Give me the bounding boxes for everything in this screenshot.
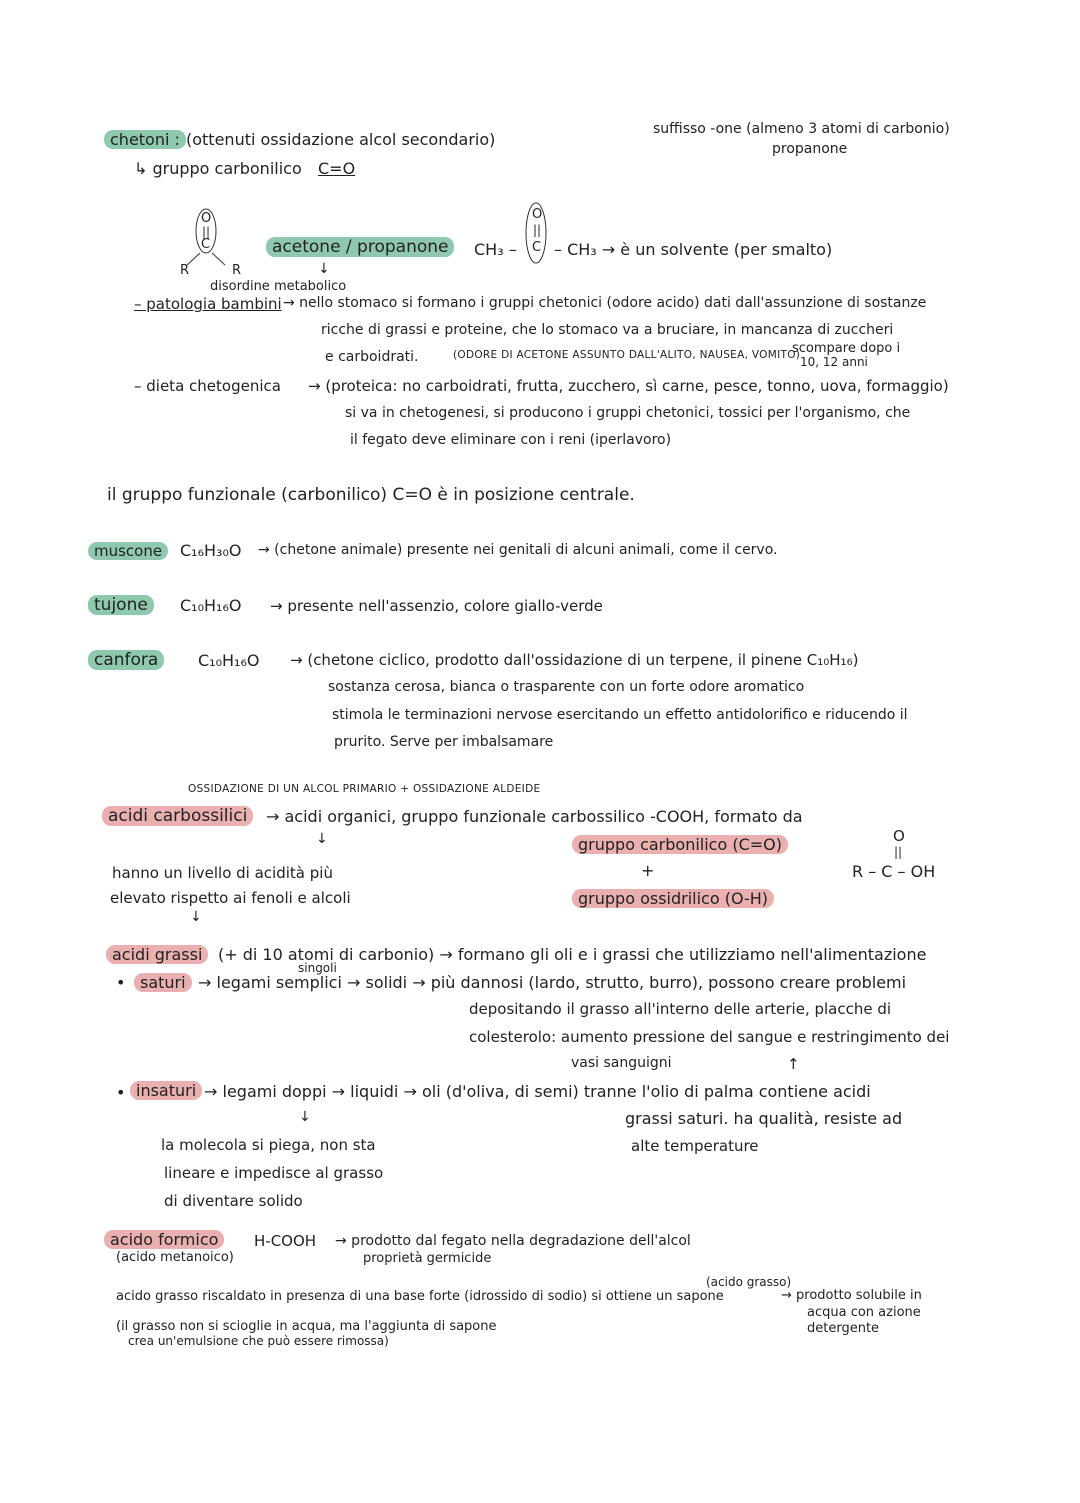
compound-muscone-formula: C₁₆H₃₀O xyxy=(180,541,242,560)
acetone-carbon: C xyxy=(532,240,542,255)
acidity-line2: elevato rispetto ai fenoli e alcoli xyxy=(110,889,351,907)
oxidation-note: OSSIDAZIONE DI UN ALCOL PRIMARIO + OSSIDAZIONE ALDEIDE xyxy=(188,783,541,795)
molecule-line2: lineare e impedisce al grasso xyxy=(164,1164,384,1182)
insaturi-label: insaturi xyxy=(130,1082,202,1100)
struct-oxygen: O xyxy=(201,211,212,226)
struct-double-bond: || xyxy=(202,225,211,239)
chetoni-term: chetoni : xyxy=(104,131,186,149)
pathology-label: – patologia bambini xyxy=(134,295,282,313)
plus-sign: + xyxy=(641,861,655,880)
soap-right3: detergente xyxy=(807,1321,880,1336)
formic-acid-term: acido formico xyxy=(104,1231,224,1249)
soap-right2: acqua con azione xyxy=(807,1305,921,1320)
formic-acid-formula: H-COOH xyxy=(254,1232,317,1250)
arrow-down-1: ↓ xyxy=(318,261,330,277)
formic-acid-alt: (acido metanoico) xyxy=(116,1250,234,1265)
molecule-line3: di diventare solido xyxy=(164,1192,303,1210)
carboxylic-acids-term: acidi carbossilici xyxy=(102,807,253,826)
carbonyl-group-note: ↳ gruppo carbonilico xyxy=(134,159,302,178)
compound-tujone-name: tujone xyxy=(88,596,154,615)
saturi-line: → legami semplici → solidi → più dannosi (lardo, strutto, burro), possono creare problemi xyxy=(198,973,907,992)
struct-r-right: R xyxy=(232,263,242,278)
diet-line2: si va in chetogenesi, si producono i gruppi chetonici, tossici per l'organismo, che xyxy=(345,405,911,421)
acidity-line1: hanno un livello di acidità più xyxy=(112,864,333,882)
acetone-oxygen: O xyxy=(532,207,543,222)
soap-paren1: (il grasso non si scioglie in acqua, ma l'aggiunta di sapone xyxy=(116,1319,497,1334)
insaturi-line3: alte temperature xyxy=(631,1137,759,1155)
canfora-line4: prurito. Serve per imbalsamare xyxy=(334,734,554,750)
singoli-note: singoli xyxy=(298,961,337,975)
acido-grasso-note: (acido grasso) xyxy=(706,1275,792,1289)
suffix-example: propanone xyxy=(772,141,848,157)
acetone-ch3-left: CH₃ – xyxy=(474,240,517,259)
soap-line1: acido grasso riscaldato in presenza di una base forte (idrossido di sodio) si ottiene un sapone xyxy=(116,1289,724,1304)
compound-muscone-desc: → (chetone animale) presente nei genitali di alcuni animali, come il cervo. xyxy=(258,542,778,558)
compound-canfora-desc: → (chetone ciclico, prodotto dall'ossidazione di un terpene, il pinene C₁₀H₁₆) xyxy=(290,651,859,669)
compound-canfora-name: canfora xyxy=(88,651,164,670)
pathology-years: 10, 12 anni xyxy=(800,355,868,369)
arrow-up: ↑ xyxy=(787,1055,800,1073)
diet-line1: → (proteica: no carboidrati, frutta, zucchero, sì carne, pesce, tonno, uova, formaggio) xyxy=(308,377,949,395)
compound-tujone-desc: → presente nell'assenzio, colore giallo-verde xyxy=(270,597,603,615)
arrow-down-2: ↓ xyxy=(316,831,328,847)
arrow-down-3: ↓ xyxy=(190,909,202,925)
acetone-circle xyxy=(522,200,550,266)
diet-label: – dieta chetogenica xyxy=(134,377,281,395)
suffix-note: suffisso -one (almeno 3 atomi di carbonio) xyxy=(653,121,950,137)
pathology-line2: ricche di grassi e proteine, che lo stomaco va a bruciare, in mancanza di zuccheri xyxy=(321,322,894,338)
compound-muscone-name: muscone xyxy=(88,543,168,560)
saturi-line2: depositando il grasso all'interno delle arterie, placche di xyxy=(469,1000,892,1018)
struct-carbon: C xyxy=(201,237,211,252)
disorder-note: disordine metabolico xyxy=(210,279,347,294)
soap-paren2: crea un'emulsione che può essere rimossa) xyxy=(128,1334,389,1348)
compound-canfora-formula: C₁₀H₁₆O xyxy=(198,651,260,670)
insaturi-line: → legami doppi → liquidi → oli (d'oliva, di semi) tranne l'olio di palma contiene acidi xyxy=(204,1082,871,1101)
diet-line3: il fegato deve eliminare con i reni (iperlavoro) xyxy=(350,432,672,448)
pathology-line3: e carboidrati. xyxy=(325,349,419,365)
chetoni-definition: (ottenuti ossidazione alcol secondario) xyxy=(186,130,496,149)
pathology-scompare: scompare dopo i xyxy=(792,341,901,356)
acetone-double-bond: || xyxy=(533,223,542,237)
bullet-insaturi: • xyxy=(116,1083,126,1102)
saturi-line4: vasi sanguigni xyxy=(571,1055,672,1071)
carbonyl-formula: C=O xyxy=(318,159,356,178)
insaturi-line2: grassi saturi. ha qualità, resiste ad xyxy=(625,1109,903,1128)
fatty-acids-line1: (+ di 10 atomi di carbonio) → formano gli oli e i grassi che utilizziamo nell'alimentazione xyxy=(218,945,927,964)
hydroxyl-group-component: gruppo ossidrilico (O-H) xyxy=(572,890,774,908)
carboxyl-struct-oxygen: O xyxy=(893,827,905,845)
carboxyl-struct-main: R – C – OH xyxy=(852,862,936,881)
fatty-acids-term: acidi grassi xyxy=(106,946,208,964)
compound-tujone-formula: C₁₀H₁₆O xyxy=(180,596,242,615)
soap-right1: → prodotto solubile in xyxy=(781,1288,922,1303)
molecule-line1: la molecola si piega, non sta xyxy=(161,1136,376,1154)
carboxylic-acids-def: → acidi organici, gruppo funzionale carbossilico -COOH, formato da xyxy=(266,807,803,826)
saturi-label: saturi xyxy=(134,974,192,992)
acetone-label: acetone / propanone xyxy=(266,238,454,257)
struct-r-left: R xyxy=(180,263,190,278)
formic-acid-desc2: proprietà germicide xyxy=(363,1251,492,1266)
functional-group-note: il gruppo funzionale (carbonilico) C=O è in posizione centrale. xyxy=(107,485,635,505)
bullet-saturi: • xyxy=(116,973,126,992)
carbonyl-group-component: gruppo carbonilico (C=O) xyxy=(572,836,788,854)
canfora-line2: sostanza cerosa, bianca o trasparente con un forte odore aromatico xyxy=(328,679,805,695)
pathology-line1: → nello stomaco si formano i gruppi chetonici (odore acido) dati dall'assunzione di sostanze xyxy=(283,295,927,311)
pathology-note: (ODORE DI ACETONE ASSUNTO DALL'ALITO, NAUSEA, VOMITO) xyxy=(453,349,801,361)
acetone-solvent: – CH₃ → è un solvente (per smalto) xyxy=(554,240,833,259)
carboxyl-struct-bond: || xyxy=(894,845,903,859)
arrow-down-4: ↓ xyxy=(299,1109,311,1125)
saturi-line3: colesterolo: aumento pressione del sangue e restringimento dei xyxy=(469,1028,950,1046)
canfora-line3: stimola le terminazioni nervose esercitando un effetto antidolorifico e riducendo il xyxy=(332,707,908,723)
formic-acid-desc: → prodotto dal fegato nella degradazione dell'alcol xyxy=(335,1233,691,1249)
